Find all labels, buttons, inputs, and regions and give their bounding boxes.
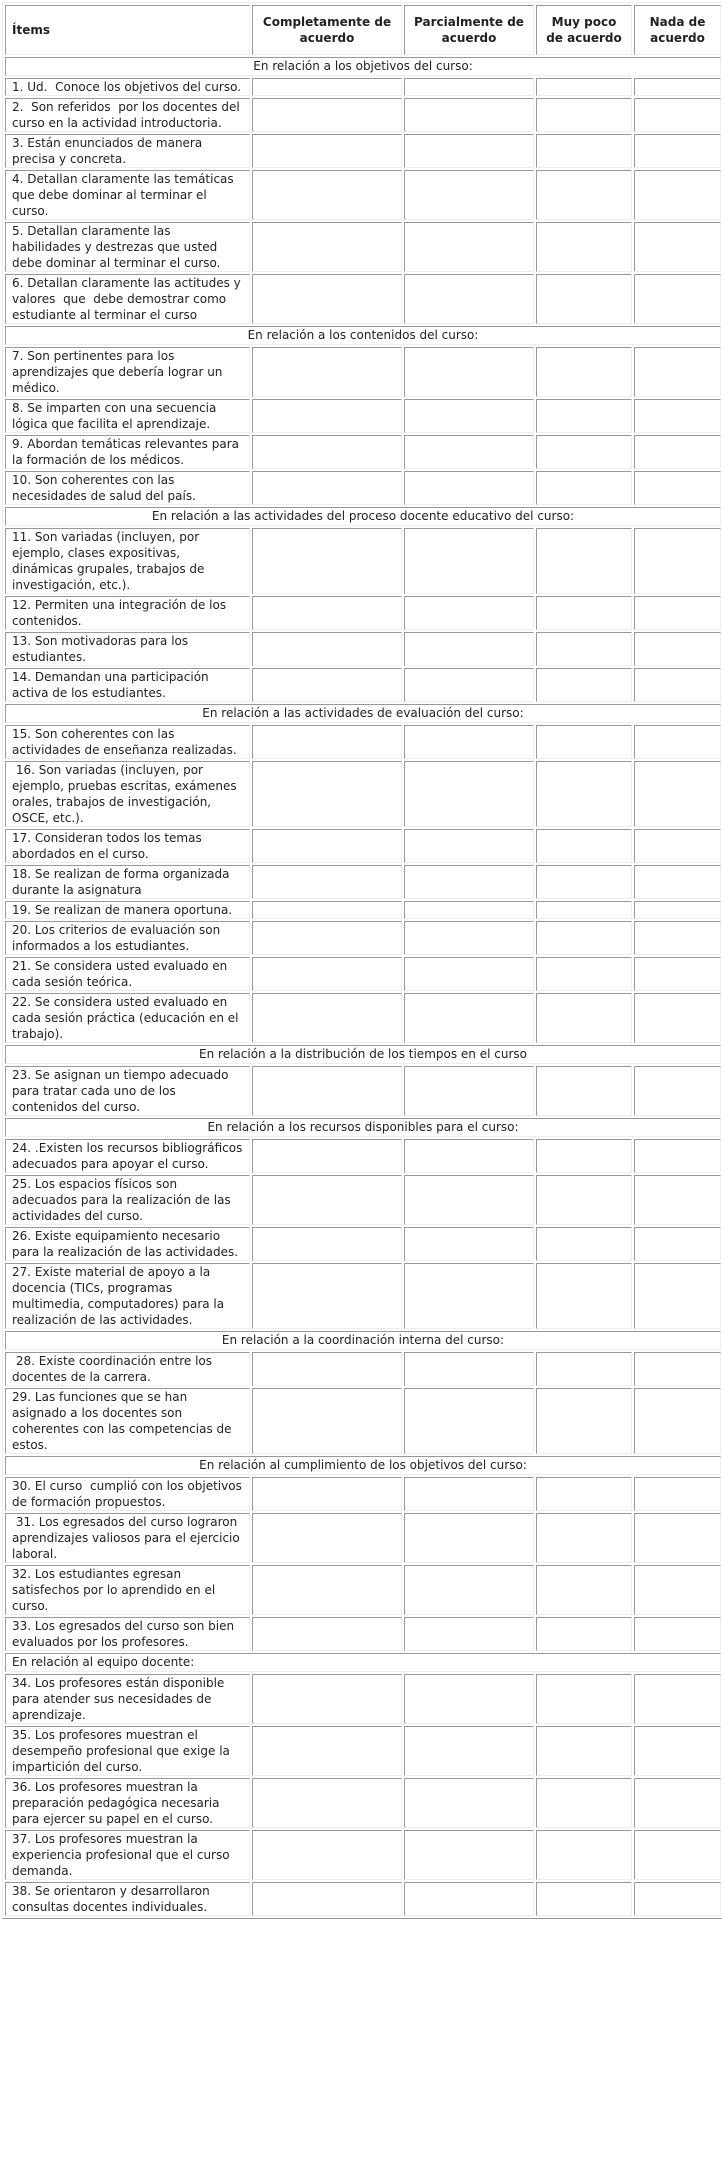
answer-very-little-agree-cell[interactable] — [536, 1388, 632, 1454]
table-row — [5, 1882, 721, 1916]
answer-completely-agree-cell[interactable] — [252, 901, 402, 919]
item-text: 20. Los criterios de evaluación son informados a los estudiantes. — [5, 921, 250, 955]
answer-not-at-all-agree-cell[interactable] — [634, 528, 721, 594]
item-text: 28. Existe coordinación entre los docentes de la carrera. — [5, 1352, 250, 1386]
section-title: En relación a los contenidos del curso: — [5, 326, 721, 345]
answer-partially-agree-cell[interactable] — [404, 865, 534, 899]
answer-very-little-agree-cell[interactable] — [536, 1674, 632, 1724]
section-row — [5, 704, 721, 723]
item-text: 2. Son referidos por los docentes del curso en la actividad introductoria. — [5, 98, 250, 132]
answer-not-at-all-agree-cell[interactable] — [634, 596, 721, 630]
section-title: En relación a la coordinación interna del curso: — [5, 1331, 721, 1350]
item-text: 10. Son coherentes con las necesidades de salud del país. — [5, 471, 250, 505]
answer-completely-agree-cell[interactable] — [252, 865, 402, 899]
answer-partially-agree-cell[interactable] — [404, 1830, 534, 1880]
answer-very-little-agree-cell[interactable] — [536, 1139, 632, 1173]
table-row — [5, 1352, 721, 1386]
answer-partially-agree-cell[interactable] — [404, 1565, 534, 1615]
section-title: En relación a los recursos disponibles para el curso: — [5, 1118, 721, 1137]
answer-completely-agree-cell[interactable] — [252, 596, 402, 630]
answer-very-little-agree-cell[interactable] — [536, 435, 632, 469]
answer-completely-agree-cell[interactable] — [252, 1617, 402, 1651]
answer-completely-agree-cell[interactable] — [252, 528, 402, 594]
section-row — [5, 1456, 721, 1475]
answer-partially-agree-cell[interactable] — [404, 170, 534, 220]
answer-completely-agree-cell[interactable] — [252, 1674, 402, 1724]
answer-very-little-agree-cell[interactable] — [536, 1513, 632, 1563]
answer-very-little-agree-cell[interactable] — [536, 222, 632, 272]
item-text: 7. Son pertinentes para los aprendizajes que debería lograr un médico. — [5, 347, 250, 397]
item-text: 25. Los espacios físicos son adecuados para la realización de las actividades del curso. — [5, 1175, 250, 1225]
table-row — [5, 1778, 721, 1828]
item-text: 26. Existe equipamiento necesario para la realización de las actividades. — [5, 1227, 250, 1261]
answer-very-little-agree-cell[interactable] — [536, 1617, 632, 1651]
answer-very-little-agree-cell[interactable] — [536, 1565, 632, 1615]
answer-not-at-all-agree-cell[interactable] — [634, 1388, 721, 1454]
answer-completely-agree-cell[interactable] — [252, 668, 402, 702]
answer-very-little-agree-cell[interactable] — [536, 134, 632, 168]
table-row — [5, 1726, 721, 1776]
answer-partially-agree-cell[interactable] — [404, 1513, 534, 1563]
answer-very-little-agree-cell[interactable] — [536, 1726, 632, 1776]
answer-partially-agree-cell[interactable] — [404, 1352, 534, 1386]
answer-very-little-agree-cell[interactable] — [536, 1352, 632, 1386]
item-text: 9. Abordan temáticas relevantes para la formación de los médicos. — [5, 435, 250, 469]
answer-completely-agree-cell[interactable] — [252, 1066, 402, 1116]
answer-not-at-all-agree-cell[interactable] — [634, 1513, 721, 1563]
item-text: 37. Los profesores muestran la experiencia profesional que el curso demanda. — [5, 1830, 250, 1880]
answer-partially-agree-cell[interactable] — [404, 1477, 534, 1511]
table-row — [5, 170, 721, 220]
answer-partially-agree-cell[interactable] — [404, 1227, 534, 1261]
table-row — [5, 829, 721, 863]
answer-not-at-all-agree-cell[interactable] — [634, 1778, 721, 1828]
header-not-at-all-agree: Nada de acuerdo — [634, 5, 721, 55]
header-completely-agree: Completamente de acuerdo — [252, 5, 402, 55]
answer-not-at-all-agree-cell[interactable] — [634, 1565, 721, 1615]
answer-not-at-all-agree-cell[interactable] — [634, 1617, 721, 1651]
answer-completely-agree-cell[interactable] — [252, 632, 402, 666]
table-row — [5, 1674, 721, 1724]
answer-completely-agree-cell[interactable] — [252, 1227, 402, 1261]
item-text: 1. Ud. Conoce los objetivos del curso. — [5, 78, 250, 96]
table-row — [5, 1175, 721, 1225]
answer-not-at-all-agree-cell[interactable] — [634, 901, 721, 919]
answer-partially-agree-cell[interactable] — [404, 1175, 534, 1225]
answer-partially-agree-cell[interactable] — [404, 399, 534, 433]
header-items: Ítems — [5, 5, 250, 55]
answer-not-at-all-agree-cell[interactable] — [634, 865, 721, 899]
answer-completely-agree-cell[interactable] — [252, 1352, 402, 1386]
table-row — [5, 528, 721, 594]
answer-not-at-all-agree-cell[interactable] — [634, 98, 721, 132]
answer-completely-agree-cell[interactable] — [252, 1778, 402, 1828]
answer-not-at-all-agree-cell[interactable] — [634, 399, 721, 433]
answer-not-at-all-agree-cell[interactable] — [634, 1726, 721, 1776]
table-row — [5, 435, 721, 469]
section-title: En relación al equipo docente: — [5, 1653, 721, 1672]
answer-completely-agree-cell[interactable] — [252, 1513, 402, 1563]
table-row — [5, 1139, 721, 1173]
answer-completely-agree-cell[interactable] — [252, 1477, 402, 1511]
answer-not-at-all-agree-cell[interactable] — [634, 1263, 721, 1329]
answer-partially-agree-cell[interactable] — [404, 957, 534, 991]
section-row — [5, 57, 721, 76]
table-row — [5, 78, 721, 96]
answer-completely-agree-cell[interactable] — [252, 1175, 402, 1225]
table-row — [5, 632, 721, 666]
answer-not-at-all-agree-cell[interactable] — [634, 1882, 721, 1916]
table-row — [5, 668, 721, 702]
answer-partially-agree-cell[interactable] — [404, 1388, 534, 1454]
answer-partially-agree-cell[interactable] — [404, 993, 534, 1043]
answer-very-little-agree-cell[interactable] — [536, 829, 632, 863]
answer-partially-agree-cell[interactable] — [404, 1726, 534, 1776]
item-text: 35. Los profesores muestran el desempeño profesional que exige la impartición del curso. — [5, 1726, 250, 1776]
answer-completely-agree-cell[interactable] — [252, 78, 402, 96]
header-row — [5, 5, 721, 55]
header-partially-agree: Parcialmente de acuerdo — [404, 5, 534, 55]
answer-partially-agree-cell[interactable] — [404, 596, 534, 630]
section-row — [5, 507, 721, 526]
answer-partially-agree-cell[interactable] — [404, 1066, 534, 1116]
answer-not-at-all-agree-cell[interactable] — [634, 1477, 721, 1511]
answer-not-at-all-agree-cell[interactable] — [634, 1830, 721, 1880]
answer-not-at-all-agree-cell[interactable] — [634, 1175, 721, 1225]
item-text: 22. Se considera usted evaluado en cada sesión práctica (educación en el trabajo). — [5, 993, 250, 1043]
answer-not-at-all-agree-cell[interactable] — [634, 78, 721, 96]
answer-very-little-agree-cell[interactable] — [536, 761, 632, 827]
item-text: 38. Se orientaron y desarrollaron consultas docentes individuales. — [5, 1882, 250, 1916]
answer-very-little-agree-cell[interactable] — [536, 78, 632, 96]
answer-partially-agree-cell[interactable] — [404, 725, 534, 759]
answer-very-little-agree-cell[interactable] — [536, 1882, 632, 1916]
course-evaluation-table — [2, 2, 722, 1919]
item-text: 29. Las funciones que se han asignado a los docentes son coherentes con las competencias de estos. — [5, 1388, 250, 1454]
table-row — [5, 1565, 721, 1615]
answer-not-at-all-agree-cell[interactable] — [634, 668, 721, 702]
answer-completely-agree-cell[interactable] — [252, 471, 402, 505]
answer-very-little-agree-cell[interactable] — [536, 98, 632, 132]
answer-not-at-all-agree-cell[interactable] — [634, 921, 721, 955]
answer-partially-agree-cell[interactable] — [404, 632, 534, 666]
section-title: En relación al cumplimiento de los objetivos del curso: — [5, 1456, 721, 1475]
answer-very-little-agree-cell[interactable] — [536, 274, 632, 324]
answer-partially-agree-cell[interactable] — [404, 901, 534, 919]
section-row — [5, 1653, 721, 1672]
item-text: 11. Son variadas (incluyen, por ejemplo, clases expositivas, dinámicas grupales, trabajos de investigación, etc.). — [5, 528, 250, 594]
answer-partially-agree-cell[interactable] — [404, 1674, 534, 1724]
answer-very-little-agree-cell[interactable] — [536, 725, 632, 759]
table-row — [5, 1227, 721, 1261]
answer-very-little-agree-cell[interactable] — [536, 865, 632, 899]
answer-partially-agree-cell[interactable] — [404, 347, 534, 397]
item-text: 24. .Existen los recursos bibliográficos adecuados para apoyar el curso. — [5, 1139, 250, 1173]
answer-completely-agree-cell[interactable] — [252, 957, 402, 991]
answer-completely-agree-cell[interactable] — [252, 347, 402, 397]
table-row — [5, 865, 721, 899]
answer-very-little-agree-cell[interactable] — [536, 596, 632, 630]
answer-partially-agree-cell[interactable] — [404, 274, 534, 324]
table-row — [5, 471, 721, 505]
section-row — [5, 326, 721, 345]
answer-not-at-all-agree-cell[interactable] — [634, 435, 721, 469]
answer-completely-agree-cell[interactable] — [252, 993, 402, 1043]
answer-completely-agree-cell[interactable] — [252, 98, 402, 132]
item-text: 23. Se asignan un tiempo adecuado para tratar cada uno de los contenidos del curso. — [5, 1066, 250, 1116]
item-text: 34. Los profesores están disponible para atender sus necesidades de aprendizaje. — [5, 1674, 250, 1724]
table-row — [5, 1388, 721, 1454]
item-text: 8. Se imparten con una secuencia lógica que facilita el aprendizaje. — [5, 399, 250, 433]
table-row — [5, 1617, 721, 1651]
item-text: 27. Existe material de apoyo a la docencia (TICs, programas multimedia, computadores) para la realización de las actividades. — [5, 1263, 250, 1329]
answer-completely-agree-cell[interactable] — [252, 1388, 402, 1454]
answer-very-little-agree-cell[interactable] — [536, 957, 632, 991]
answer-very-little-agree-cell[interactable] — [536, 993, 632, 1043]
answer-not-at-all-agree-cell[interactable] — [634, 1674, 721, 1724]
answer-not-at-all-agree-cell[interactable] — [634, 957, 721, 991]
item-text: 5. Detallan claramente las habilidades y destrezas que usted debe dominar al terminar el curso. — [5, 222, 250, 272]
section-title: En relación a los objetivos del curso: — [5, 57, 721, 76]
answer-very-little-agree-cell[interactable] — [536, 632, 632, 666]
answer-completely-agree-cell[interactable] — [252, 1830, 402, 1880]
item-text: 36. Los profesores muestran la preparación pedagógica necesaria para ejercer su papel en el curso. — [5, 1778, 250, 1828]
answer-completely-agree-cell[interactable] — [252, 1726, 402, 1776]
answer-very-little-agree-cell[interactable] — [536, 668, 632, 702]
answer-not-at-all-agree-cell[interactable] — [634, 829, 721, 863]
answer-very-little-agree-cell[interactable] — [536, 1778, 632, 1828]
table-row — [5, 957, 721, 991]
item-text: 32. Los estudiantes egresan satisfechos por lo aprendido en el curso. — [5, 1565, 250, 1615]
answer-not-at-all-agree-cell[interactable] — [634, 471, 721, 505]
table-row — [5, 921, 721, 955]
answer-partially-agree-cell[interactable] — [404, 528, 534, 594]
answer-completely-agree-cell[interactable] — [252, 435, 402, 469]
answer-partially-agree-cell[interactable] — [404, 1882, 534, 1916]
answer-partially-agree-cell[interactable] — [404, 921, 534, 955]
item-text: 15. Son coherentes con las actividades de enseñanza realizadas. — [5, 725, 250, 759]
answer-partially-agree-cell[interactable] — [404, 435, 534, 469]
section-row — [5, 1045, 721, 1064]
item-text: 33. Los egresados del curso son bien evaluados por los profesores. — [5, 1617, 250, 1651]
answer-not-at-all-agree-cell[interactable] — [634, 170, 721, 220]
answer-completely-agree-cell[interactable] — [252, 222, 402, 272]
answer-not-at-all-agree-cell[interactable] — [634, 1227, 721, 1261]
answer-completely-agree-cell[interactable] — [252, 829, 402, 863]
item-text: 4. Detallan claramente las temáticas que debe dominar al terminar el curso. — [5, 170, 250, 220]
section-row — [5, 1331, 721, 1350]
item-text: 19. Se realizan de manera oportuna. — [5, 901, 250, 919]
answer-completely-agree-cell[interactable] — [252, 1565, 402, 1615]
answer-very-little-agree-cell[interactable] — [536, 528, 632, 594]
answer-very-little-agree-cell[interactable] — [536, 1477, 632, 1511]
answer-partially-agree-cell[interactable] — [404, 98, 534, 132]
answer-partially-agree-cell[interactable] — [404, 761, 534, 827]
table-row — [5, 98, 721, 132]
answer-partially-agree-cell[interactable] — [404, 1139, 534, 1173]
answer-not-at-all-agree-cell[interactable] — [634, 725, 721, 759]
answer-very-little-agree-cell[interactable] — [536, 1066, 632, 1116]
item-text: 6. Detallan claramente las actitudes y valores que debe demostrar como estudiante al terminar el curso — [5, 274, 250, 324]
table-row — [5, 1513, 721, 1563]
answer-very-little-agree-cell[interactable] — [536, 921, 632, 955]
answer-very-little-agree-cell[interactable] — [536, 347, 632, 397]
section-row — [5, 1118, 721, 1137]
table-row — [5, 993, 721, 1043]
item-text: 30. El curso cumplió con los objetivos de formación propuestos. — [5, 1477, 250, 1511]
answer-very-little-agree-cell[interactable] — [536, 471, 632, 505]
table-row — [5, 761, 721, 827]
answer-completely-agree-cell[interactable] — [252, 1139, 402, 1173]
table-row — [5, 134, 721, 168]
answer-not-at-all-agree-cell[interactable] — [634, 1066, 721, 1116]
item-text: 16. Son variadas (incluyen, por ejemplo, pruebas escritas, exámenes orales, trabajos de investigación, OSCE, etc.). — [5, 761, 250, 827]
table-row — [5, 1066, 721, 1116]
answer-partially-agree-cell[interactable] — [404, 668, 534, 702]
section-title: En relación a la distribución de los tiempos en el curso — [5, 1045, 721, 1064]
answer-completely-agree-cell[interactable] — [252, 761, 402, 827]
table-row — [5, 399, 721, 433]
item-text: 18. Se realizan de forma organizada durante la asignatura — [5, 865, 250, 899]
answer-partially-agree-cell[interactable] — [404, 134, 534, 168]
answer-very-little-agree-cell[interactable] — [536, 1175, 632, 1225]
answer-very-little-agree-cell[interactable] — [536, 1830, 632, 1880]
answer-partially-agree-cell[interactable] — [404, 471, 534, 505]
item-text: 31. Los egresados del curso lograron aprendizajes valiosos para el ejercicio laboral. — [5, 1513, 250, 1563]
item-text: 14. Demandan una participación activa de los estudiantes. — [5, 668, 250, 702]
table-row — [5, 901, 721, 919]
answer-partially-agree-cell[interactable] — [404, 1617, 534, 1651]
answer-partially-agree-cell[interactable] — [404, 78, 534, 96]
answer-not-at-all-agree-cell[interactable] — [634, 222, 721, 272]
table-row — [5, 1263, 721, 1329]
answer-completely-agree-cell[interactable] — [252, 134, 402, 168]
answer-completely-agree-cell[interactable] — [252, 399, 402, 433]
answer-not-at-all-agree-cell[interactable] — [634, 632, 721, 666]
table-row — [5, 222, 721, 272]
answer-completely-agree-cell[interactable] — [252, 170, 402, 220]
answer-not-at-all-agree-cell[interactable] — [634, 1352, 721, 1386]
answer-partially-agree-cell[interactable] — [404, 1263, 534, 1329]
answer-completely-agree-cell[interactable] — [252, 725, 402, 759]
table-row — [5, 596, 721, 630]
answer-partially-agree-cell[interactable] — [404, 1778, 534, 1828]
item-text: 17. Consideran todos los temas abordados en el curso. — [5, 829, 250, 863]
table-row — [5, 1830, 721, 1880]
answer-completely-agree-cell[interactable] — [252, 921, 402, 955]
answer-not-at-all-agree-cell[interactable] — [634, 347, 721, 397]
table-row — [5, 347, 721, 397]
item-text: 13. Son motivadoras para los estudiantes. — [5, 632, 250, 666]
section-title: En relación a las actividades del proceso docente educativo del curso: — [5, 507, 721, 526]
answer-very-little-agree-cell[interactable] — [536, 1227, 632, 1261]
answer-not-at-all-agree-cell[interactable] — [634, 1139, 721, 1173]
answer-not-at-all-agree-cell[interactable] — [634, 993, 721, 1043]
answer-not-at-all-agree-cell[interactable] — [634, 274, 721, 324]
answer-completely-agree-cell[interactable] — [252, 1882, 402, 1916]
answer-very-little-agree-cell[interactable] — [536, 170, 632, 220]
answer-completely-agree-cell[interactable] — [252, 1263, 402, 1329]
answer-very-little-agree-cell[interactable] — [536, 399, 632, 433]
answer-partially-agree-cell[interactable] — [404, 829, 534, 863]
table-row — [5, 1477, 721, 1511]
answer-not-at-all-agree-cell[interactable] — [634, 134, 721, 168]
answer-completely-agree-cell[interactable] — [252, 274, 402, 324]
section-title: En relación a las actividades de evaluación del curso: — [5, 704, 721, 723]
header-very-little-agree: Muy poco de acuerdo — [536, 5, 632, 55]
answer-partially-agree-cell[interactable] — [404, 222, 534, 272]
answer-very-little-agree-cell[interactable] — [536, 1263, 632, 1329]
answer-not-at-all-agree-cell[interactable] — [634, 761, 721, 827]
item-text: 21. Se considera usted evaluado en cada sesión teórica. — [5, 957, 250, 991]
item-text: 12. Permiten una integración de los contenidos. — [5, 596, 250, 630]
item-text: 3. Están enunciados de manera precisa y concreta. — [5, 134, 250, 168]
answer-very-little-agree-cell[interactable] — [536, 901, 632, 919]
table-row — [5, 725, 721, 759]
table-row — [5, 274, 721, 324]
